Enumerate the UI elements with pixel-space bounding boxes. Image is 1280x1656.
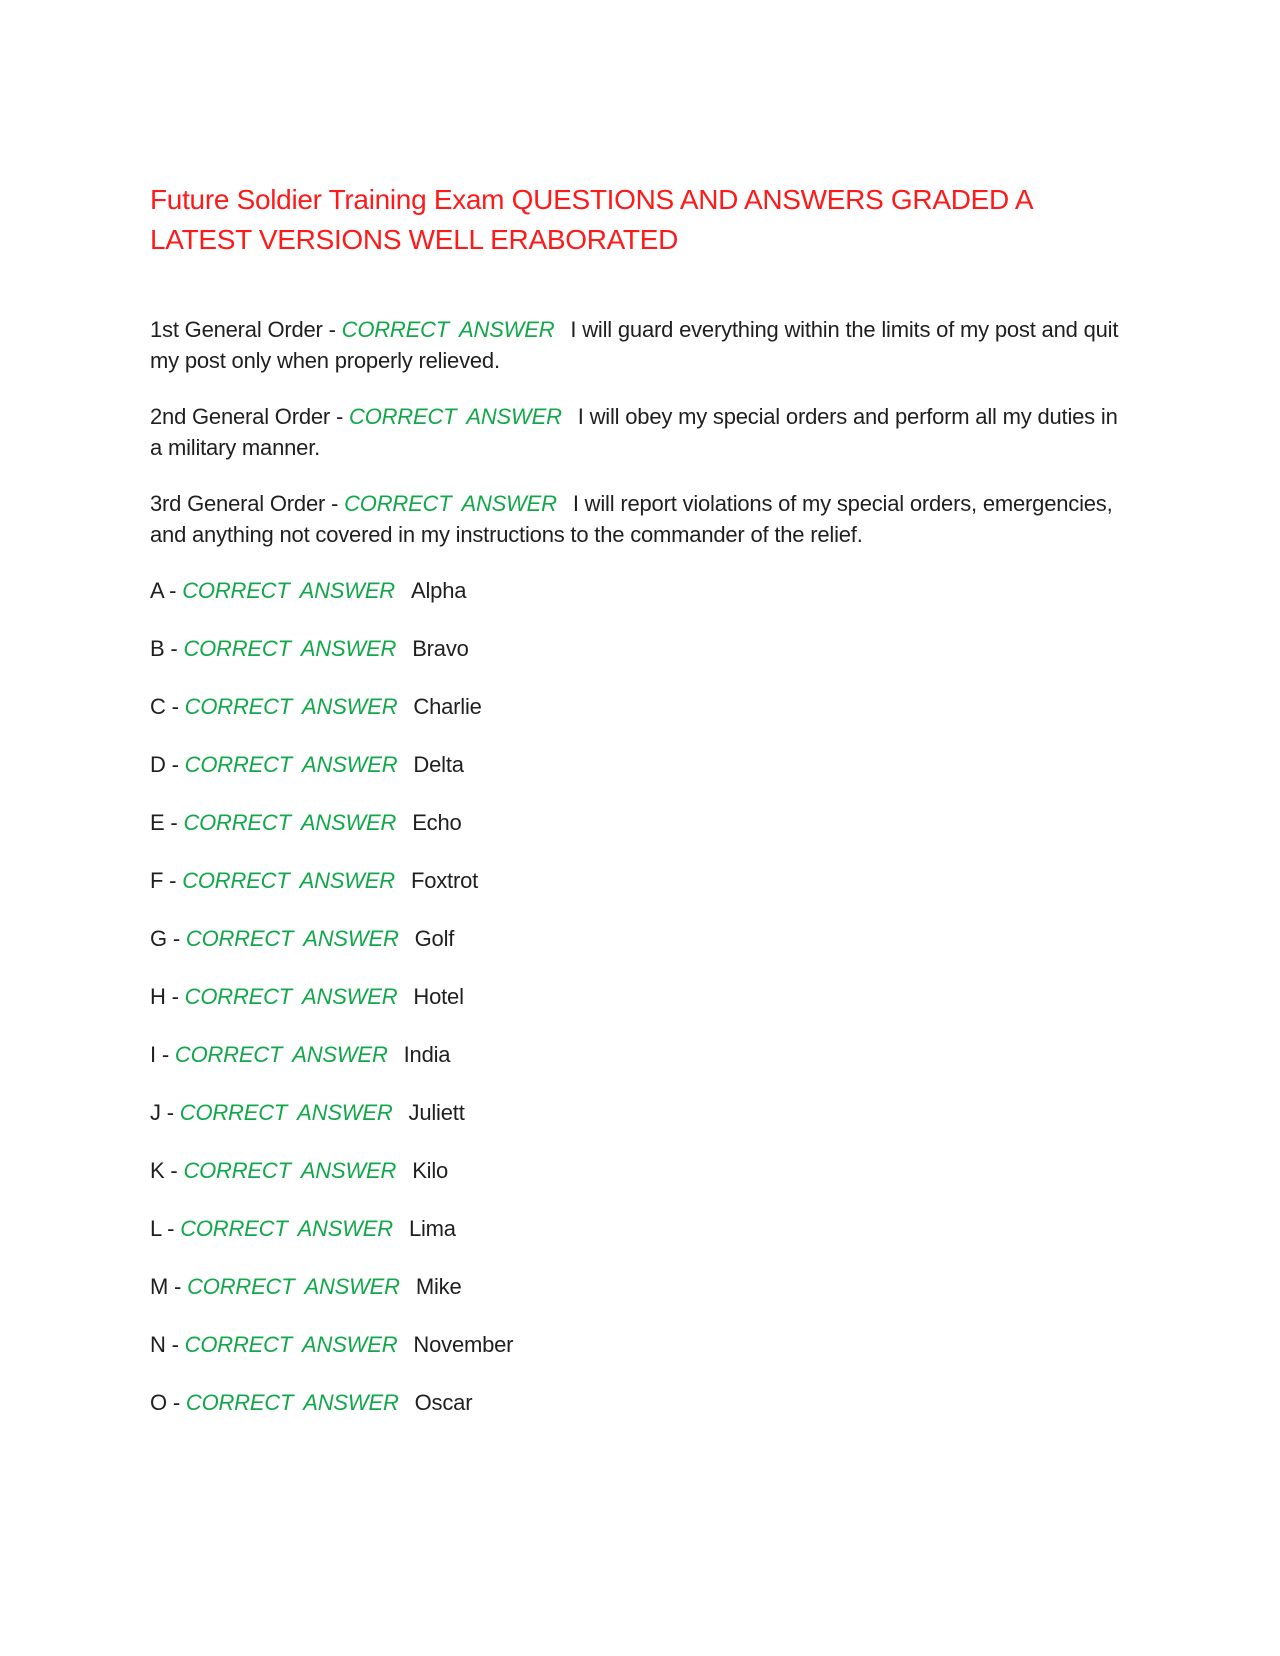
- correct-answer-word: CORRECT: [185, 1390, 294, 1415]
- correct-answer-label: [175, 1042, 388, 1067]
- entry-term: M -: [150, 1274, 182, 1299]
- answer-word: ANSWER: [297, 1100, 393, 1125]
- answer-word: ANSWER: [300, 1158, 397, 1183]
- answer-word: ANSWER: [299, 868, 395, 893]
- entry-term: B -: [150, 636, 178, 661]
- correct-answer-word: CORRECT: [184, 984, 293, 1009]
- entry-term: J -: [150, 1100, 174, 1125]
- correct-answer-word: CORRECT: [174, 1042, 283, 1067]
- entry-term: 2nd General Order -: [150, 404, 344, 429]
- entry-answer: Kilo: [412, 1158, 449, 1183]
- answer-word: ANSWER: [302, 752, 398, 777]
- answer-word: ANSWER: [300, 810, 397, 835]
- correct-answer-word: CORRECT: [349, 404, 457, 429]
- entry-term: F -: [150, 868, 177, 893]
- correct-answer-label: [183, 1158, 396, 1183]
- entry-answer: Charlie: [413, 694, 482, 719]
- entry-answer: I will guard everything within the limits of my post and quit my post only when properly relieved.: [150, 317, 1119, 373]
- entry-term: L -: [150, 1216, 175, 1241]
- qa-entry: [150, 1040, 1120, 1071]
- entry-term: E -: [150, 810, 178, 835]
- correct-answer-label: [349, 404, 562, 429]
- entry-answer: I will obey my special orders and perform all my duties in a military manner.: [150, 404, 1118, 460]
- entry-term: C -: [150, 694, 179, 719]
- entry-answer: Bravo: [412, 636, 469, 661]
- correct-answer-word: CORRECT: [344, 491, 452, 516]
- correct-answer-word: CORRECT: [183, 1158, 291, 1183]
- entry-answer: India: [403, 1042, 451, 1067]
- entry-term: H -: [150, 984, 179, 1009]
- correct-answer-word: CORRECT: [182, 578, 290, 603]
- entry-answer: Echo: [412, 810, 462, 835]
- correct-answer-label: [180, 1100, 393, 1125]
- correct-answer-word: CORRECT: [187, 1274, 295, 1299]
- entry-answer: I will report violations of my special orders, emergencies, and anything not covered in my instructions to the commander of the relief.: [150, 491, 1113, 547]
- answer-word: ANSWER: [303, 1390, 399, 1415]
- correct-answer-label: [344, 491, 557, 516]
- correct-answer-word: CORRECT: [185, 926, 294, 951]
- correct-answer-label: [185, 1332, 398, 1357]
- correct-answer-label: [187, 1274, 400, 1299]
- qa-entry: [150, 750, 1120, 781]
- correct-answer-label: [186, 926, 399, 951]
- answer-word: ANSWER: [461, 491, 557, 516]
- entry-term: K -: [150, 1158, 178, 1183]
- correct-answer-label: [182, 868, 395, 893]
- qa-entry: [150, 315, 1120, 376]
- entry-answer: November: [413, 1332, 514, 1357]
- entry-answer: Foxtrot: [410, 868, 479, 893]
- correct-answer-word: CORRECT: [184, 752, 293, 777]
- entry-answer: Juliett: [408, 1100, 465, 1125]
- entry-term: O -: [150, 1390, 180, 1415]
- correct-answer-word: CORRECT: [183, 636, 291, 661]
- entry-term: I -: [150, 1042, 169, 1067]
- qa-entry: [150, 808, 1120, 839]
- answer-word: ANSWER: [302, 694, 398, 719]
- entry-term: A -: [150, 578, 177, 603]
- correct-answer-label: [182, 578, 395, 603]
- correct-answer-label: [185, 694, 398, 719]
- correct-answer-label: [186, 1390, 399, 1415]
- qa-entry: [150, 1214, 1120, 1245]
- correct-answer-word: CORRECT: [341, 317, 450, 342]
- answer-word: ANSWER: [299, 578, 395, 603]
- document-title: Future Soldier Training Exam QUESTIONS AND ANSWERS GRADED A LATEST VERSIONS WELL ERABORATED: [150, 184, 1032, 255]
- qa-entry: [150, 866, 1120, 897]
- correct-answer-word: CORRECT: [182, 868, 290, 893]
- entry-term: D -: [150, 752, 179, 777]
- correct-answer-label: [342, 317, 555, 342]
- entry-answer: Lima: [408, 1216, 456, 1241]
- qa-entry: [150, 1272, 1120, 1303]
- correct-answer-word: CORRECT: [179, 1100, 288, 1125]
- entry-answer: Mike: [415, 1274, 462, 1299]
- entry-term: 1st General Order -: [150, 317, 336, 342]
- qa-entry: [150, 576, 1120, 607]
- answer-word: ANSWER: [304, 1274, 400, 1299]
- qa-entry: [150, 489, 1120, 550]
- entry-term: N -: [150, 1332, 179, 1357]
- entry-answer: Oscar: [414, 1390, 473, 1415]
- entry-answer: Delta: [413, 752, 464, 777]
- answer-word: ANSWER: [297, 1216, 393, 1241]
- answer-word: ANSWER: [292, 1042, 388, 1067]
- correct-answer-word: CORRECT: [180, 1216, 288, 1241]
- qa-entry: [150, 1388, 1120, 1419]
- qa-entry: [150, 402, 1120, 463]
- answer-word: ANSWER: [466, 404, 562, 429]
- qa-entry: [150, 982, 1120, 1013]
- answer-word: ANSWER: [302, 984, 398, 1009]
- correct-answer-word: CORRECT: [184, 694, 293, 719]
- correct-answer-label: [185, 752, 398, 777]
- qa-entry: [150, 692, 1120, 723]
- answer-word: ANSWER: [300, 636, 397, 661]
- qa-entry: [150, 1330, 1120, 1361]
- entry-term: G -: [150, 926, 180, 951]
- correct-answer-word: CORRECT: [184, 1332, 293, 1357]
- entry-answer: Golf: [414, 926, 455, 951]
- qa-entry: [150, 1098, 1120, 1129]
- answer-word: ANSWER: [303, 926, 399, 951]
- correct-answer-label: [185, 984, 398, 1009]
- correct-answer-label: [183, 810, 396, 835]
- correct-answer-word: CORRECT: [183, 810, 291, 835]
- entry-answer: Hotel: [413, 984, 464, 1009]
- correct-answer-label: [180, 1216, 393, 1241]
- qa-entry: [150, 634, 1120, 665]
- qa-entry: [150, 1156, 1120, 1187]
- qa-entry: [150, 924, 1120, 955]
- answer-word: ANSWER: [459, 317, 555, 342]
- entry-answer: Alpha: [411, 578, 467, 603]
- answer-word: ANSWER: [302, 1332, 398, 1357]
- entry-term: 3rd General Order -: [150, 491, 339, 516]
- correct-answer-label: [183, 636, 396, 661]
